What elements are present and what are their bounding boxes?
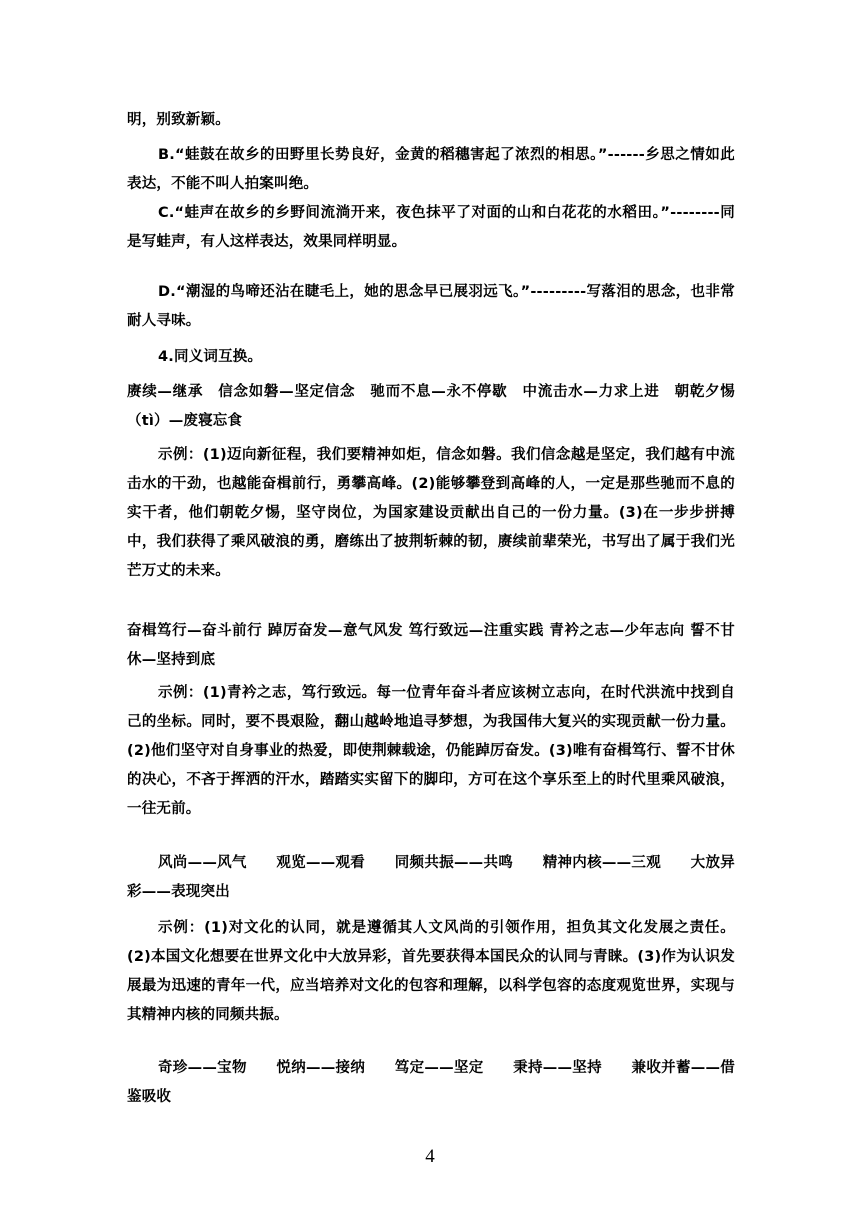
paragraph-continuation: 明，别致新颖。 — [127, 112, 230, 128]
option-d-paragraph: D.“潮湿的鸟啼还沾在睫毛上，她的思念早已展羽远飞。”---------写落泪的思念，也非常耐人寻味。 — [127, 284, 735, 329]
synonym-list-1: 赓续—继承 信念如磐—坚定信念 驰而不息—永不停歇 中流击水—力求上进 朝乾夕惕（tì）—废寝忘食 — [127, 384, 735, 429]
synonym-list-2: 奋楫笃行—奋斗前行 踔厉奋发—意气风发 笃行致远—注重实践 青衿之志—少年志向 誓不甘休—坚持到底 — [127, 623, 735, 668]
option-c-paragraph: C.“蛙声在故乡的乡野间流淌开来，夜色抹平了对面的山和白花花的水稻田。”--------同是写蛙声，有人这样表达，效果同样明显。 — [127, 205, 735, 250]
section-heading-synonyms: 4.同义词互换。 — [158, 349, 263, 365]
example-paragraph-2: 示例：(1)青衿之志，笃行致远。每一位青年奋斗者应该树立志向，在时代洪流中找到自己的坐标。同时，要不畏艰险，翻山越岭地追寻梦想，为我国伟大复兴的实现贡献一份力量。(2)他们坚守对自身事业的热爱，即使荆棘载途，仍能踔厉奋发。(3)唯有奋楫笃行、誓不甘休的决心，不吝于挥洒的汗水，踏踏实实留下的脚印，方可在这个享乐至上的时代里乘风破浪，一往无前。 — [127, 685, 735, 817]
option-b-paragraph: B.“蛙鼓在故乡的田野里长势良好，金黄的稻穗害起了浓烈的相思。”------乡思之情如此表达，不能不叫人拍案叫绝。 — [127, 147, 735, 192]
synonym-list-3: 风尚——风气 观览——观看 同频共振——共鸣 精神内核——三观 大放异彩——表现突出 — [127, 855, 735, 900]
example-paragraph-1: 示例：(1)迈向新征程，我们要精神如炬，信念如磐。我们信念越是坚定，我们越有中流击水的干劲，也越能奋楫前行，勇攀高峰。(2)能够攀登到高峰的人，一定是那些驰而不息的实干者，他们朝乾夕惕，坚守岗位，为国家建设贡献出自己的一份力量。(3)在一步步拼搏中，我们获得了乘风破浪的勇，磨练出了披荆斩棘的韧，赓续前辈荣光，书写出了属于我们光芒万丈的未来。 — [127, 447, 735, 579]
example-paragraph-3: 示例：(1)对文化的认同，就是遵循其人文风尚的引领作用，担负其文化发展之责任。(2)本国文化想要在世界文化中大放异彩，首先要获得本国民众的认同与青睐。(3)作为认识发展最为迅速的青年一代，应当培养对文化的包容和理解，以科学包容的态度观览世界，实现与其精神内核的同频共振。 — [127, 920, 735, 1023]
page-number: 4 — [425, 1146, 435, 1167]
synonym-list-4: 奇珍——宝物 悦纳——接纳 笃定——坚定 秉持——坚持 兼收并蓄——借鉴吸收 — [127, 1060, 735, 1105]
